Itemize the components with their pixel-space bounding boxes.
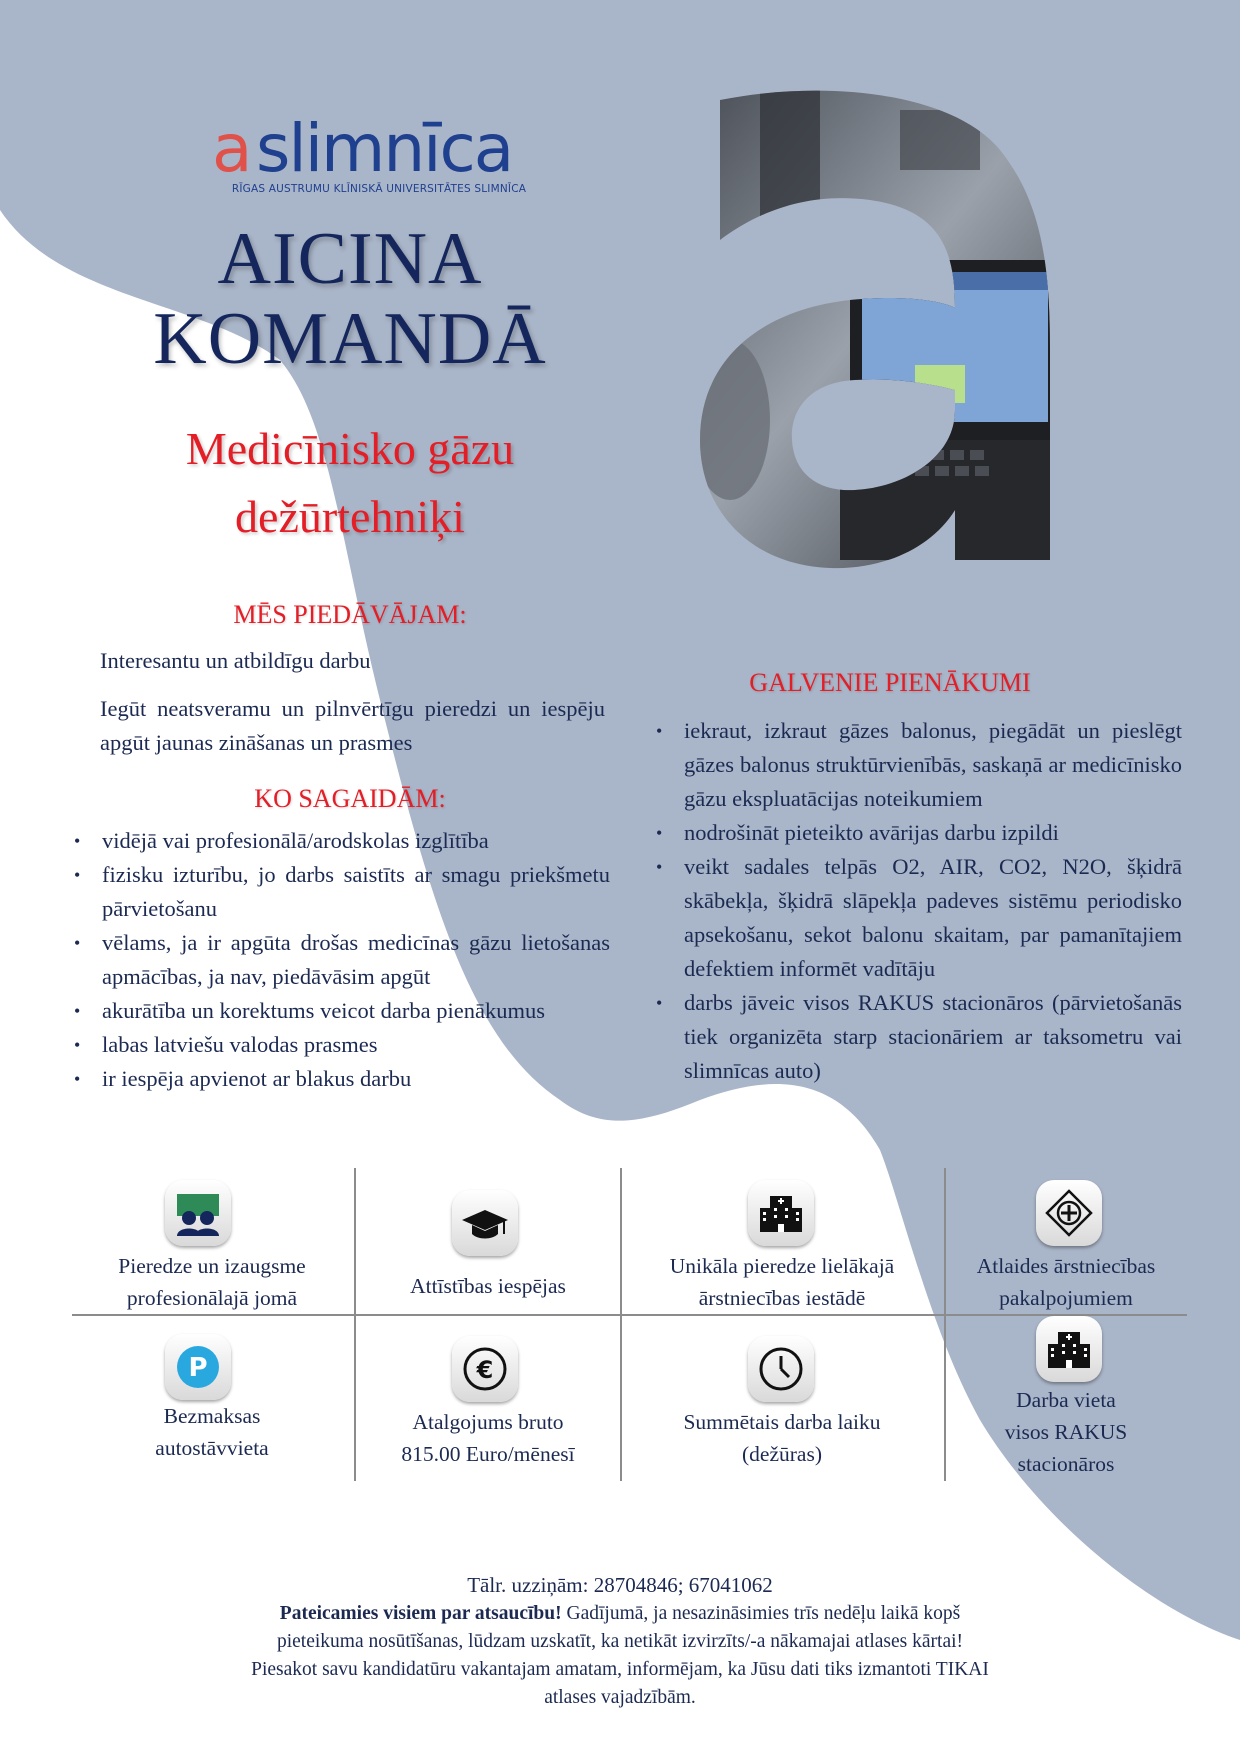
duty-item: • veikt sadales telpās O2, AIR, CO2, N2O, šķidrā skābekļa, šķidrā slāpekļa padeves sistēmu periodisko apsekošanu, sekot balonu skaitam, par pamanītajiem defektiem informēt vadītāju [652,850,1182,986]
benefit-2-line-1: Attīstības iespējas [410,1274,566,1298]
benefit-3-line-1: Unikāla pieredze lielākajā [669,1254,895,1278]
benefit-2 [358,1270,618,1302]
parking-icon [165,1334,231,1400]
svg-text:€: € [476,1356,494,1384]
duties-title: GALVENIE PIENĀKUMI [749,668,1031,697]
svg-text:P: P [188,1353,208,1383]
benefit-8-line-3: stacionāros [1017,1452,1115,1476]
hospital-logo [212,110,542,198]
footer-line-4: Piesakot savu kandidatūru vakantajam amatam, informējam, ka Jūsu dati tiks izmantoti TIKAI [251,1659,989,1680]
grid-divider [354,1168,356,1481]
expect-item: • labas latviešu valodas prasmes [70,1028,610,1062]
offer-item-1: Interesantu un atbildīgu darbu [100,648,371,673]
benefit-4-line-2: pakalpojumiem [999,1286,1133,1310]
job-title-line-1: Medicīnisko gāzu [185,423,515,474]
benefit-3-line-2: ārstniecības iestādē [698,1286,866,1310]
letter-a-photo [700,90,1100,570]
benefit-7-line-2: (dežūras) [742,1442,822,1466]
hospital-icon [748,1180,814,1246]
heading-line-1: AICINA [217,218,483,300]
benefit-6-line-2: 815.00 Euro/mēnesī [401,1442,575,1466]
benefit-5-line-2: autostāvvieta [155,1436,269,1460]
benefit-1-line-1: Pieredze un izaugsme [118,1254,306,1278]
grid-divider [72,1314,1187,1316]
footer-thanks-bold: Pateicamies visiem par atsaucību! [279,1603,562,1624]
expect-item: • ir iespēja apvienot ar blakus darbu [70,1062,610,1096]
offer-title: MĒS PIEDĀVĀJAM: [233,600,467,629]
benefit-1-line-2: profesionālajā jomā [126,1286,298,1310]
hospital-building-icon [1036,1316,1102,1382]
team-icon [165,1180,231,1246]
expect-item: • fizisku izturību, jo darbs saistīts ar smagu priekšmetu pārvietošanu [70,858,610,926]
footer-thanks [170,1600,1070,1628]
benefit-8 [946,1384,1186,1480]
footer-line-5: atlases vajadzībām. [544,1687,696,1708]
logo-word: slimnīca [256,110,513,187]
graduation-cap-icon [452,1190,518,1256]
heading-line-2: KOMANDĀ [153,298,547,380]
duty-item: • darbs jāveic visos RAKUS stacionāros (pārvietošanās tiek organizēta starp stacionāriem ar taksometru vai slimnīcas auto) [652,986,1182,1088]
offer-item-2: Iegūt neatsveramu un pilnvērtīgu pieredzi un iespēju apgūt jaunas zināšanas un prasmes [100,696,605,755]
duties-list [652,714,1182,1088]
duty-item: • nodrošināt pieteikto avārijas darbu izpildi [652,816,1182,850]
benefit-4-line-1: Atlaides ārstniecības [976,1254,1156,1278]
benefit-1 [72,1250,352,1314]
benefit-5 [72,1400,352,1464]
job-title-line-2: dežūrtehniķi [235,491,465,542]
footer-thanks-rest: Gadījumā, ja nesazināsimies trīs nedēļu laikā kopš [561,1603,961,1624]
benefit-7 [622,1406,942,1470]
expect-item: • vēlams, ja ir apgūta drošas medicīnas gāzu lietošanas apmācības, ja nav, piedāvāsim apgūt [70,926,610,994]
benefit-8-line-2: visos RAKUS [1004,1420,1128,1444]
euro-icon [452,1336,518,1402]
footer-line-3: pieteikuma nosūtīšanas, lūdzam uzskatīt, ka netikāt izvirzīts/-a nākamajai atlases kārtai! [276,1631,964,1652]
benefit-7-line-1: Summētais darba laiku [683,1410,881,1434]
benefit-6 [358,1406,618,1470]
benefit-6-line-1: Atalgojums bruto [412,1410,564,1434]
footer-phone: Tālr. uzziņām: 28704846; 67041062 [467,1573,773,1597]
benefit-8-line-1: Darba vieta [1016,1388,1116,1412]
benefit-5-line-1: Bezmaksas [163,1404,261,1428]
benefit-3 [622,1250,942,1314]
expect-item: • vidējā vai profesionālā/arodskolas izglītība [70,824,610,858]
footer [170,1570,1070,1712]
expect-title: KO SAGAIDĀM: [254,784,446,813]
clock-icon [748,1336,814,1402]
logo-subtitle: RĪGAS AUSTRUMU KLĪNISKĀ UNIVERSITĀTES SLIMNĪCA [231,183,527,195]
benefit-4 [946,1250,1186,1314]
expect-list [70,824,610,1096]
medical-cross-icon [1036,1180,1102,1246]
expect-item: • akurātība un korektums veicot darba pienākumus [70,994,610,1028]
duty-item: • iekraut, izkraut gāzes balonus, piegādāt un pieslēgt gāzes balonus struktūrvienībās, saskaņā ar medicīnisko gāzu ekspluatācijas noteikumiem [652,714,1182,816]
logo-mark: a [212,110,251,187]
